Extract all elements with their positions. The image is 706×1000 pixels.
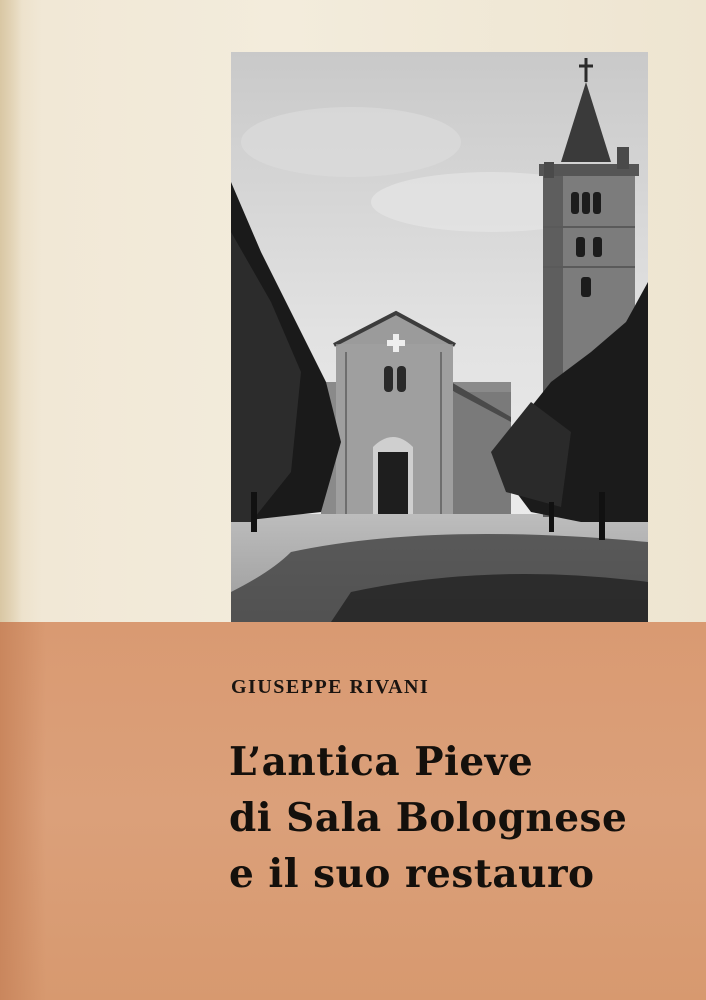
book-title [229, 734, 627, 902]
title-line-2: di Sala Bolognese [229, 795, 628, 841]
church-photograph [231, 52, 648, 622]
band-fold-shadow [0, 622, 46, 1000]
title-line-1: L’antica Pieve [229, 739, 534, 785]
title-line-3: e il suo restauro [229, 851, 595, 897]
author-name: GIUSEPPE RIVANI [231, 676, 430, 698]
